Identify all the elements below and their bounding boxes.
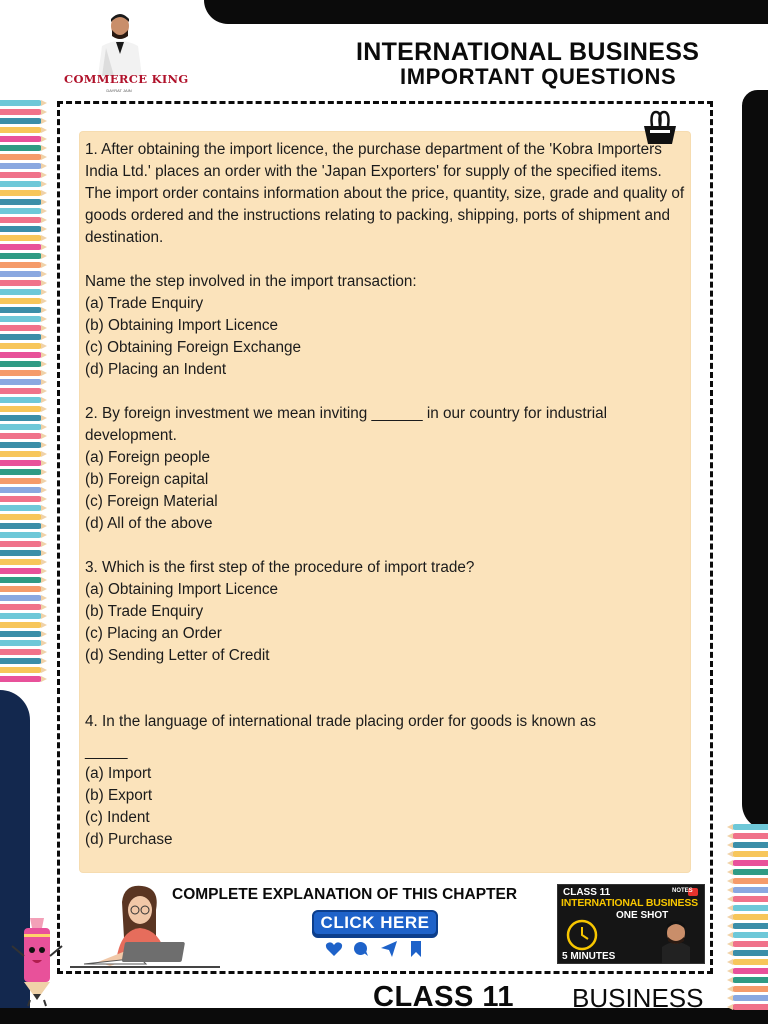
pencil-decor <box>732 887 768 893</box>
share-icon[interactable] <box>380 940 398 958</box>
pencil-decor <box>0 262 42 268</box>
pencil-decor <box>732 833 768 839</box>
pencil-decor <box>0 199 42 205</box>
pencil-decor <box>732 986 768 992</box>
question-4-prompt: 4. In the language of international trade placing order for goods is known as <box>85 713 597 730</box>
thumbnail-class-label: CLASS 11 <box>563 887 611 898</box>
pencil-decor <box>732 824 768 830</box>
thumbnail-duration: 5 MINUTES <box>562 951 616 962</box>
pencil-decor <box>0 379 42 385</box>
pencil-decor <box>0 307 42 313</box>
presenter-logo-icon <box>92 10 148 76</box>
pencil-decor <box>0 604 42 610</box>
pencil-decor <box>732 842 768 848</box>
pencil-decor <box>0 289 42 295</box>
pencil-decor <box>0 469 42 475</box>
pencil-decor <box>0 181 42 187</box>
pencil-decor <box>732 914 768 920</box>
pencil-decor <box>0 595 42 601</box>
page-title: INTERNATIONAL BUSINESS <box>356 38 700 66</box>
pencil-decor <box>0 100 42 106</box>
thumbnail-title: INTERNATIONAL BUSINESS <box>561 897 698 909</box>
pencil-decor <box>0 568 42 574</box>
pencil-decor <box>0 658 42 664</box>
pencil-decor <box>0 298 42 304</box>
pencil-decor <box>0 334 42 340</box>
pencil-decor <box>0 388 42 394</box>
left-pencil-stack <box>0 100 42 682</box>
pencil-decor <box>0 478 42 484</box>
pencil-decor <box>0 397 42 403</box>
pencil-decor <box>732 932 768 938</box>
pencil-decor <box>0 550 42 556</box>
option-item: (b) Trade Enquiry <box>85 603 204 620</box>
pencil-decor <box>0 640 42 646</box>
pencil-decor <box>0 586 42 592</box>
pencil-decor <box>0 343 42 349</box>
pencil-decor <box>0 460 42 466</box>
pencil-decor <box>732 860 768 866</box>
pencil-decor <box>0 514 42 520</box>
pencil-decor <box>0 631 42 637</box>
option-item: (d) Placing an Indent <box>85 361 227 378</box>
option-item: (d) Purchase <box>85 831 173 848</box>
pencil-decor <box>732 905 768 911</box>
question-4-blank: _____ <box>85 743 128 760</box>
pencil-decor <box>0 541 42 547</box>
pencil-decor <box>732 878 768 884</box>
option-item: (c) Indent <box>85 809 150 826</box>
pencil-decor <box>0 154 42 160</box>
pencil-mascot-illustration <box>8 916 66 1008</box>
pencil-decor <box>0 487 42 493</box>
question-4 <box>85 711 685 851</box>
option-item: (c) Placing an Order <box>85 625 222 642</box>
pencil-decor <box>0 523 42 529</box>
pencil-decor <box>0 496 42 502</box>
pencil-decor <box>0 271 42 277</box>
option-item: (b) Obtaining Import Licence <box>85 317 279 334</box>
question-1-prompt: Name the step involved in the import transaction: <box>85 273 417 290</box>
comment-icon[interactable] <box>352 940 370 958</box>
thumbnail-subtitle: ONE SHOT <box>616 910 669 921</box>
pencil-decor <box>0 244 42 250</box>
pencil-decor <box>0 226 42 232</box>
pencil-decor <box>0 127 42 133</box>
question-3-prompt: 3. Which is the first step of the procedure of import trade? <box>85 559 475 576</box>
question-1 <box>85 139 685 381</box>
pencil-decor <box>0 559 42 565</box>
question-1-intro: 1. After obtaining the import licence, the purchase department of the 'Kobra Importers India Ltd.' places an order with the 'Japan Exporters' for supply of the specified items. The import order contains information about the price, quantity, size, grade and quality of goods ordered and the instructions relating to packing, shipping, ports of shipment and destination. <box>85 141 685 246</box>
pencil-decor <box>732 968 768 974</box>
option-item: (a) Import <box>85 765 152 782</box>
heart-icon[interactable] <box>325 940 343 958</box>
pencil-decor <box>0 118 42 124</box>
pencil-decor <box>0 316 42 322</box>
footer-class-label: CLASS 11 <box>373 981 514 1013</box>
pencil-decor <box>0 649 42 655</box>
questions-content <box>85 139 685 851</box>
top-right-decor <box>204 0 768 24</box>
option-item: (c) Obtaining Foreign Exchange <box>85 339 301 356</box>
pencil-decor <box>732 923 768 929</box>
option-item: (b) Foreign capital <box>85 471 209 488</box>
option-item: (d) Sending Letter of Credit <box>85 647 270 664</box>
thumbnail-notes-label: NOTES <box>672 888 693 894</box>
pencil-decor <box>732 995 768 1001</box>
pencil-decor <box>732 959 768 965</box>
pencil-decor <box>0 505 42 511</box>
pencil-decor <box>0 109 42 115</box>
question-2 <box>85 403 685 535</box>
pencil-decor <box>0 208 42 214</box>
pencil-decor <box>0 235 42 241</box>
option-item: (b) Export <box>85 787 153 804</box>
pencil-decor <box>0 190 42 196</box>
pencil-decor <box>732 896 768 902</box>
pencil-decor <box>0 433 42 439</box>
pencil-decor <box>0 406 42 412</box>
pencil-decor <box>732 851 768 857</box>
footer-subject-label: BUSINESS <box>572 983 704 1013</box>
social-icons <box>325 940 425 958</box>
pencil-decor <box>0 145 42 151</box>
pencil-decor <box>732 869 768 875</box>
pencil-decor <box>732 1004 768 1010</box>
pencil-decor <box>0 613 42 619</box>
pencil-decor <box>0 136 42 142</box>
pencil-decor <box>0 577 42 583</box>
question-3 <box>85 557 685 667</box>
logo-text: COMMERCE KING <box>64 72 189 86</box>
promo-title: COMPLETE EXPLANATION OF THIS CHAPTER <box>172 886 518 903</box>
pencil-decor <box>0 424 42 430</box>
pencil-decor <box>0 253 42 259</box>
pencil-decor <box>0 370 42 376</box>
pencil-decor <box>0 163 42 169</box>
pencil-decor <box>0 361 42 367</box>
right-pencil-stack <box>732 824 768 1010</box>
pencil-decor <box>0 532 42 538</box>
video-thumbnail[interactable] <box>557 884 705 964</box>
right-side-decor <box>742 90 768 830</box>
option-item: (a) Obtaining Import Licence <box>85 581 279 598</box>
pencil-decor <box>0 352 42 358</box>
page-subtitle: IMPORTANT QUESTIONS <box>400 64 677 89</box>
pencil-decor <box>732 950 768 956</box>
option-item: (c) Foreign Material <box>85 493 218 510</box>
option-item: (a) Foreign people <box>85 449 210 466</box>
logo-subtext: DAYRAT JAIN <box>106 88 132 93</box>
commerce-king-logo <box>64 8 189 94</box>
pencil-decor <box>0 622 42 628</box>
option-item: (a) Trade Enquiry <box>85 295 204 312</box>
pencil-decor <box>0 325 42 331</box>
bookmark-icon[interactable] <box>407 940 425 958</box>
pencil-decor <box>732 941 768 947</box>
pencil-decor <box>0 451 42 457</box>
pencil-decor <box>0 217 42 223</box>
pencil-decor <box>0 667 42 673</box>
pencil-decor <box>0 172 42 178</box>
pencil-decor <box>0 280 42 286</box>
pencil-decor <box>0 415 42 421</box>
pencil-decor <box>0 676 42 682</box>
question-2-prompt: 2. By foreign investment we mean inviting ______ in our country for industrial development. <box>85 405 608 444</box>
option-item: (d) All of the above <box>85 515 213 532</box>
pencil-decor <box>0 442 42 448</box>
click-here-button[interactable]: CLICK HERE <box>312 910 438 936</box>
pencil-decor <box>732 977 768 983</box>
